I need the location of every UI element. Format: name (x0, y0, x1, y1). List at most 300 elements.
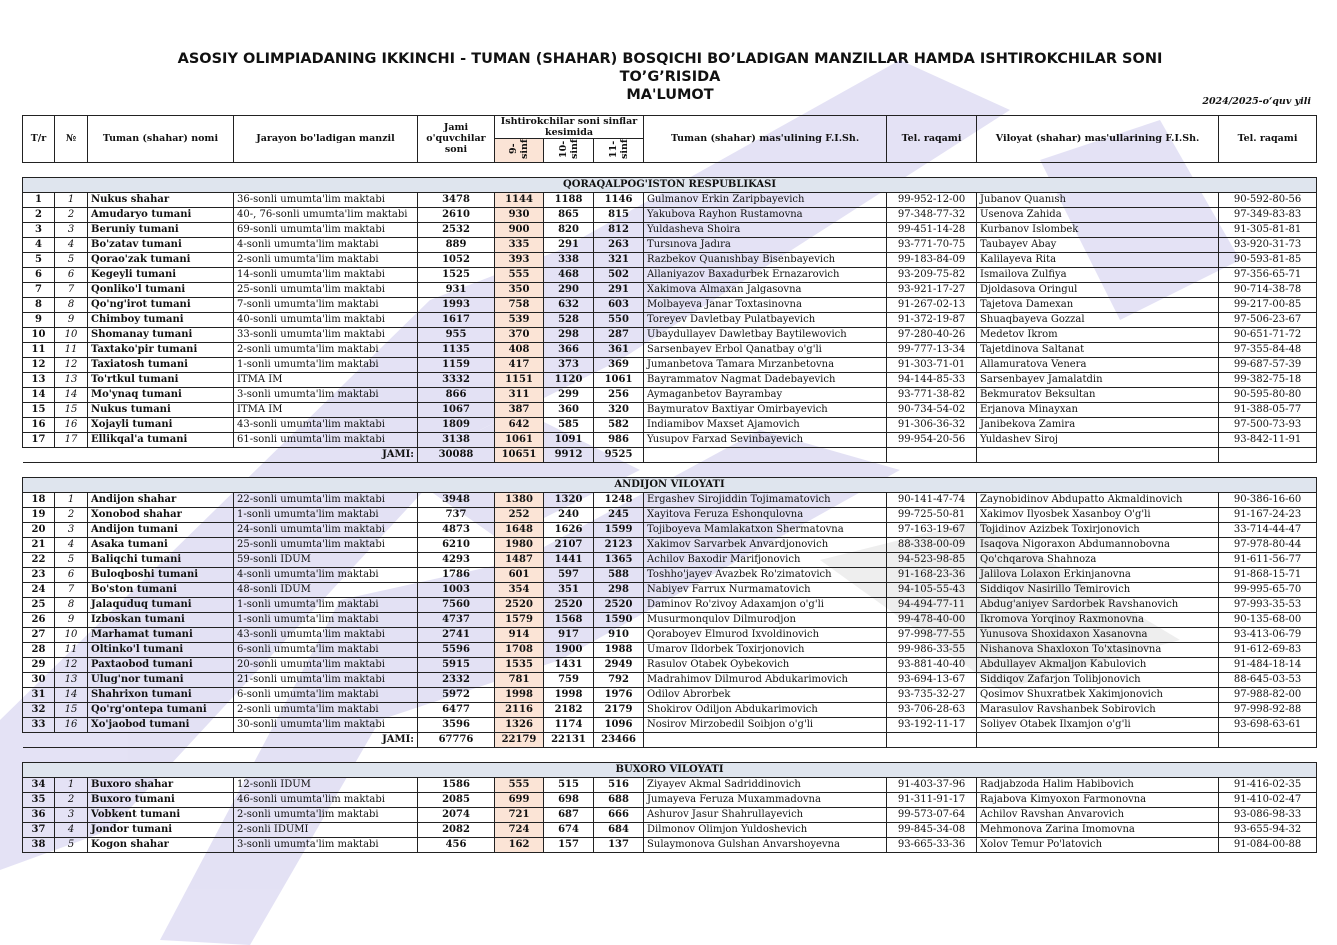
grade-10-count: 351 (544, 582, 594, 597)
empty-cell (1219, 447, 1317, 462)
district-name: Kegeyli tumani (88, 267, 234, 282)
header-grades-group: Ishtirokchilar soni sinflar kesimida (495, 116, 644, 139)
total-students: 1786 (418, 567, 495, 582)
grade-9-count: 781 (495, 672, 544, 687)
responsible-name: Daminov Ro'zivoy Adaxamjon o'g'li (644, 597, 887, 612)
regional-phone: 97-349-83-83 (1219, 207, 1317, 222)
header-grade-10: 10-sinf (544, 139, 594, 163)
responsible-name: Indiamibov Maxset Ajamovich (644, 417, 887, 432)
table-row (23, 267, 1317, 282)
total-students: 2610 (418, 207, 495, 222)
grade-10-count: 632 (544, 297, 594, 312)
grade-10-count: 759 (544, 672, 594, 687)
table-row (23, 192, 1317, 207)
table-row (23, 207, 1317, 222)
total-students: 2532 (418, 222, 495, 237)
address: 2-sonli umumta'lim maktabi (234, 252, 418, 267)
grade-10-count: 1626 (544, 522, 594, 537)
responsible-name: Ergashev Sirojiddin Tojimamatovich (644, 492, 887, 507)
responsible-name: Jumanbetova Tamara Mırzanbetovna (644, 357, 887, 372)
responsible-phone: 93-192-11-17 (887, 717, 977, 732)
regional-name: Taubayev Abay (977, 237, 1219, 252)
grade-11-count: 369 (594, 357, 644, 372)
address: 3-sonli umumta'lim maktabi (234, 837, 418, 852)
total-students: 1052 (418, 252, 495, 267)
empty-cell (887, 447, 977, 462)
total-students: 5972 (418, 687, 495, 702)
responsible-name: Toreyev Davletbay Pulatbayevich (644, 312, 887, 327)
row-number: 2 (55, 507, 88, 522)
grade-11-count: 298 (594, 582, 644, 597)
grade-10-count: 820 (544, 222, 594, 237)
district-name: Xonobod shahar (88, 507, 234, 522)
responsible-name: Umarov Ildorbek Toxirjonovich (644, 642, 887, 657)
grade-9-count: 721 (495, 807, 544, 822)
regional-phone: 91-484-18-14 (1219, 657, 1317, 672)
grade-11-count: 1976 (594, 687, 644, 702)
grade-10-count: 1998 (544, 687, 594, 702)
grade-11-count: 815 (594, 207, 644, 222)
total-students: 866 (418, 387, 495, 402)
regional-name: Qo'chqarova Shahnoza (977, 552, 1219, 567)
empty-cell (644, 732, 887, 747)
table-row (23, 657, 1317, 672)
header-phone: Tel. raqami (887, 116, 977, 163)
grade-9-count: 417 (495, 357, 544, 372)
grade-11-count: 2949 (594, 657, 644, 672)
row-number: 11 (55, 642, 88, 657)
responsible-name: Tursınova Jadıra (644, 237, 887, 252)
grade-11-count: 688 (594, 792, 644, 807)
grade-11-count: 1248 (594, 492, 644, 507)
responsible-phone: 93-209-75-82 (887, 267, 977, 282)
row-number: 5 (55, 552, 88, 567)
district-name: To'rtkul tumani (88, 372, 234, 387)
responsible-name: Sarsenbayev Erbol Qanatbay o'g'li (644, 342, 887, 357)
row-number: 16 (55, 717, 88, 732)
header-phone-2: Tel. raqami (1219, 116, 1317, 163)
district-name: Chimboy tumani (88, 312, 234, 327)
responsible-name: Allaniyazov Baxadurbek Ernazarovich (644, 267, 887, 282)
grade-9-count: 699 (495, 792, 544, 807)
address: 33-sonli umumta'lim maktabi (234, 327, 418, 342)
table-body (23, 162, 1317, 852)
grade-9-count: 1998 (495, 687, 544, 702)
row-number: 6 (55, 567, 88, 582)
responsible-name: Bayrammatov Nagmat Dadebayevich (644, 372, 887, 387)
row-number: 5 (55, 252, 88, 267)
grade-9-count: 900 (495, 222, 544, 237)
grade-10-count: 585 (544, 417, 594, 432)
row-number: 8 (55, 597, 88, 612)
grade-10-count: 1441 (544, 552, 594, 567)
district-name: Asaka tumani (88, 537, 234, 552)
grade-10-count: 1174 (544, 717, 594, 732)
row-index: 11 (23, 342, 55, 357)
row-index: 7 (23, 282, 55, 297)
grade-9-count: 1151 (495, 372, 544, 387)
address: ITMA IM (234, 402, 418, 417)
address: 6-sonli umumta'lim maktabi (234, 687, 418, 702)
responsible-name: Ashurov Jasur Shahrullayevich (644, 807, 887, 822)
row-index: 18 (23, 492, 55, 507)
table-row (23, 807, 1317, 822)
row-index: 31 (23, 687, 55, 702)
total-all: 67776 (418, 732, 495, 747)
regional-name: Yuldashev Siroj (977, 432, 1219, 447)
grade-10-count: 366 (544, 342, 594, 357)
regional-phone: 91-611-56-77 (1219, 552, 1317, 567)
grade-9-count: 1708 (495, 642, 544, 657)
grade-10-count: 1188 (544, 192, 594, 207)
header-address: Jarayon bo'ladigan manzil (234, 116, 418, 163)
responsible-name: Gulmanov Erkin Zaripbayevich (644, 192, 887, 207)
regional-phone: 93-920-31-73 (1219, 237, 1317, 252)
regional-phone: 91-305-81-81 (1219, 222, 1317, 237)
table-row (23, 642, 1317, 657)
regional-name: Kurbanov Islombek (977, 222, 1219, 237)
row-index: 3 (23, 222, 55, 237)
grade-10-count: 2182 (544, 702, 594, 717)
header-responsible: Tuman (shahar) mas'ulining F.I.Sh. (644, 116, 887, 163)
responsible-phone: 94-494-77-11 (887, 597, 977, 612)
total-students: 737 (418, 507, 495, 522)
grade-9-count: 555 (495, 777, 544, 792)
grade-9-count: 393 (495, 252, 544, 267)
row-index: 13 (23, 372, 55, 387)
header-grade-11: 11-sinf (594, 139, 644, 163)
spacer-row (23, 462, 1317, 477)
regional-name: Abdullayev Akmaljon Kabulovich (977, 657, 1219, 672)
regional-name: Kalilayeva Rita (977, 252, 1219, 267)
grade-10-count: 1320 (544, 492, 594, 507)
row-number: 4 (55, 822, 88, 837)
total-students: 3332 (418, 372, 495, 387)
table-row (23, 627, 1317, 642)
district-name: Xojayli tumani (88, 417, 234, 432)
row-number: 10 (55, 327, 88, 342)
responsible-name: Odilov Abrorbek (644, 687, 887, 702)
grade-9-count: 1648 (495, 522, 544, 537)
spacer-row (23, 747, 1317, 762)
grade-11-count: 1988 (594, 642, 644, 657)
total-students: 7560 (418, 597, 495, 612)
row-index: 20 (23, 522, 55, 537)
regional-phone: 97-988-82-00 (1219, 687, 1317, 702)
regional-phone: 91-868-15-71 (1219, 567, 1317, 582)
table-row (23, 402, 1317, 417)
responsible-name: Ziyayev Akmal Sadriddinovich (644, 777, 887, 792)
table-row (23, 552, 1317, 567)
document-title (140, 50, 1200, 104)
responsible-name: Aymaganbetov Bayrambay (644, 387, 887, 402)
address: 59-sonli IDUM (234, 552, 418, 567)
grade-9-count: 758 (495, 297, 544, 312)
regional-phone: 91-388-05-77 (1219, 402, 1317, 417)
row-number: 14 (55, 687, 88, 702)
grade-9-count: 162 (495, 837, 544, 852)
responsible-name: Xakimov Sarvarbek Anvardjonovich (644, 537, 887, 552)
grade-11-count: 1061 (594, 372, 644, 387)
total-row (23, 732, 1317, 747)
empty-cell (887, 732, 977, 747)
address: 20-sonli umumta'lim maktabi (234, 657, 418, 672)
section-title: QORAQALPOG'ISTON RESPUBLIKASI (23, 177, 1317, 192)
district-name: Amudaryo tumani (88, 207, 234, 222)
regional-name: Siddiqov Nasirillo Temirovich (977, 582, 1219, 597)
total-students: 5915 (418, 657, 495, 672)
table-row (23, 282, 1317, 297)
address: 2-sonli umumta'lim maktabi (234, 702, 418, 717)
regional-name: Xakimov Ilyosbek Xasanboy O'g'li (977, 507, 1219, 522)
responsible-name: Baymuratov Baxtiyar Omirbayevich (644, 402, 887, 417)
grade-9-count: 1980 (495, 537, 544, 552)
row-index: 22 (23, 552, 55, 567)
table-row (23, 597, 1317, 612)
district-name: Taxtako'pir tumani (88, 342, 234, 357)
total-students: 1159 (418, 357, 495, 372)
grade-11-count: 1599 (594, 522, 644, 537)
address: 1-sonli umumta'lim maktabi (234, 507, 418, 522)
grade-11-count: 986 (594, 432, 644, 447)
regional-name: Marasulov Ravshanbek Sobirovich (977, 702, 1219, 717)
table-row (23, 567, 1317, 582)
section-header (23, 762, 1317, 777)
responsible-name: Yakubova Rayhon Rustamovna (644, 207, 887, 222)
grade-9-count: 370 (495, 327, 544, 342)
empty-cell (644, 447, 887, 462)
table-row (23, 312, 1317, 327)
grade-11-count: 550 (594, 312, 644, 327)
academic-year: 2024/2025-o‘quv yili (1202, 96, 1311, 107)
responsible-name: Yusupov Farxad Sevinbayevich (644, 432, 887, 447)
grade-9-count: 408 (495, 342, 544, 357)
regional-phone: 33-714-44-47 (1219, 522, 1317, 537)
empty-cell (1219, 732, 1317, 747)
responsible-phone: 99-451-14-28 (887, 222, 977, 237)
olympiad-table (22, 115, 1317, 853)
grade-10-count: 1900 (544, 642, 594, 657)
total-row (23, 447, 1317, 462)
responsible-phone: 93-706-28-63 (887, 702, 977, 717)
grade-9-count: 311 (495, 387, 544, 402)
row-number: 12 (55, 657, 88, 672)
responsible-phone: 93-881-40-40 (887, 657, 977, 672)
district-name: Mo'ynaq tumani (88, 387, 234, 402)
regional-phone: 90-593-81-85 (1219, 252, 1317, 267)
row-number: 5 (55, 837, 88, 852)
district-name: Andijon shahar (88, 492, 234, 507)
total-students: 2741 (418, 627, 495, 642)
grade-11-count: 2123 (594, 537, 644, 552)
grade-11-count: 1096 (594, 717, 644, 732)
address: 21-sonli umumta'lim maktabi (234, 672, 418, 687)
district-name: Paxtaobod tumani (88, 657, 234, 672)
address: 40-sonli umumta'lim maktabi (234, 312, 418, 327)
section-header (23, 177, 1317, 192)
grade-11-count: 137 (594, 837, 644, 852)
address: 48-sonli IDUM (234, 582, 418, 597)
row-number: 9 (55, 612, 88, 627)
responsible-name: Xayitova Feruza Eshonqulovna (644, 507, 887, 522)
header-tr: T/r (23, 116, 55, 163)
regional-name: Isaqova Nigoraxon Abdumannobovna (977, 537, 1219, 552)
responsible-name: Ubaydullayev Dawletbay Baytilewovich (644, 327, 887, 342)
table-row (23, 417, 1317, 432)
section-header (23, 477, 1317, 492)
regional-phone: 97-356-65-71 (1219, 267, 1317, 282)
row-index: 6 (23, 267, 55, 282)
responsible-phone: 99-183-84-09 (887, 252, 977, 267)
total-students: 4737 (418, 612, 495, 627)
address: 1-sonli umumta'lim maktabi (234, 612, 418, 627)
regional-phone: 90-386-16-60 (1219, 492, 1317, 507)
row-number: 13 (55, 672, 88, 687)
row-index: 2 (23, 207, 55, 222)
row-index: 30 (23, 672, 55, 687)
grade-11-count: 582 (594, 417, 644, 432)
address: 7-sonli umumta'lim maktabi (234, 297, 418, 312)
regional-name: Usenova Zahida (977, 207, 1219, 222)
responsible-name: Razbekov Quanıshbay Bisenbayevich (644, 252, 887, 267)
grade-9-count: 387 (495, 402, 544, 417)
regional-phone: 93-842-11-91 (1219, 432, 1317, 447)
responsible-phone: 97-280-40-26 (887, 327, 977, 342)
responsible-name: Nosirov Mirzobedil Soibjon o'g'li (644, 717, 887, 732)
responsible-phone: 91-306-36-32 (887, 417, 977, 432)
grade-9-count: 1487 (495, 552, 544, 567)
grade-11-count: 256 (594, 387, 644, 402)
total-students: 4293 (418, 552, 495, 567)
district-name: Izboskan tumani (88, 612, 234, 627)
row-number: 1 (55, 492, 88, 507)
regional-phone: 97-355-84-48 (1219, 342, 1317, 357)
responsible-phone: 91-372-19-87 (887, 312, 977, 327)
responsible-phone: 99-845-34-08 (887, 822, 977, 837)
total-students: 1067 (418, 402, 495, 417)
table-row (23, 822, 1317, 837)
responsible-phone: 93-735-32-27 (887, 687, 977, 702)
table-row (23, 372, 1317, 387)
responsible-phone: 91-267-02-13 (887, 297, 977, 312)
row-number: 7 (55, 282, 88, 297)
total-students: 2074 (418, 807, 495, 822)
responsible-phone: 97-998-77-55 (887, 627, 977, 642)
total-students: 1809 (418, 417, 495, 432)
district-name: Ulug'nor tumani (88, 672, 234, 687)
responsible-phone: 94-105-55-43 (887, 582, 977, 597)
grade-10-count: 528 (544, 312, 594, 327)
row-index: 1 (23, 192, 55, 207)
regional-name: Tajetova Damexan (977, 297, 1219, 312)
responsible-phone: 94-523-98-85 (887, 552, 977, 567)
district-name: Bo'zatav tumani (88, 237, 234, 252)
regional-phone: 93-086-98-33 (1219, 807, 1317, 822)
grade-11-count: 245 (594, 507, 644, 522)
address: 40-, 76-sonli umumta'lim maktabi (234, 207, 418, 222)
empty-cell (977, 447, 1219, 462)
row-index: 38 (23, 837, 55, 852)
section-title: ANDIJON VILOYATI (23, 477, 1317, 492)
total-students: 3138 (418, 432, 495, 447)
header-district: Tuman (shahar) nomi (88, 116, 234, 163)
regional-name: Janibekova Zamira (977, 417, 1219, 432)
grade-9-count: 601 (495, 567, 544, 582)
total-students: 4873 (418, 522, 495, 537)
row-index: 34 (23, 777, 55, 792)
district-name: Buxoro tumani (88, 792, 234, 807)
regional-phone: 93-413-06-79 (1219, 627, 1317, 642)
row-number: 2 (55, 792, 88, 807)
grade-11-count: 684 (594, 822, 644, 837)
responsible-name: Sulaymonova Gulshan Anvarshoyevna (644, 837, 887, 852)
total-students: 889 (418, 237, 495, 252)
row-number: 4 (55, 537, 88, 552)
responsible-phone: 93-694-13-67 (887, 672, 977, 687)
responsible-name: Qoraboyev Elmurod Ixvoldinovich (644, 627, 887, 642)
district-name: Jalaquduq tumani (88, 597, 234, 612)
row-number: 3 (55, 222, 88, 237)
grade-10-count: 157 (544, 837, 594, 852)
row-index: 14 (23, 387, 55, 402)
grade-10-count: 338 (544, 252, 594, 267)
row-index: 37 (23, 822, 55, 837)
empty-cell (977, 732, 1219, 747)
responsible-name: Xakimova Almaxan Jalgasovna (644, 282, 887, 297)
grade-10-count: 865 (544, 207, 594, 222)
row-index: 26 (23, 612, 55, 627)
district-name: Kogon shahar (88, 837, 234, 852)
grade-9-count: 1144 (495, 192, 544, 207)
address: 43-sonli umumta'lim maktabi (234, 417, 418, 432)
total-students: 1617 (418, 312, 495, 327)
grade-10-count: 468 (544, 267, 594, 282)
responsible-name: Toshho'jayev Avazbek Ro'zimatovich (644, 567, 887, 582)
total-students: 456 (418, 837, 495, 852)
row-index: 5 (23, 252, 55, 267)
regional-name: Shuaqbayeva Gozzal (977, 312, 1219, 327)
responsible-phone: 90-734-54-02 (887, 402, 977, 417)
address: 61-sonli umumta'lim maktabi (234, 432, 418, 447)
regional-phone: 93-655-94-32 (1219, 822, 1317, 837)
regional-name: Abdug'aniyev Sardorbek Ravshanovich (977, 597, 1219, 612)
table-row (23, 582, 1317, 597)
grade-10-count: 917 (544, 627, 594, 642)
total-grade-11: 9525 (594, 447, 644, 462)
row-number: 15 (55, 702, 88, 717)
district-name: Xo'jaobod tumani (88, 717, 234, 732)
district-name: Qorao'zak tumani (88, 252, 234, 267)
regional-name: Djoldasova Oringul (977, 282, 1219, 297)
grade-9-count: 642 (495, 417, 544, 432)
table-row (23, 612, 1317, 627)
row-index: 33 (23, 717, 55, 732)
address: 12-sonli IDUM (234, 777, 418, 792)
responsible-phone: 90-141-47-74 (887, 492, 977, 507)
table-row (23, 687, 1317, 702)
grade-10-count: 299 (544, 387, 594, 402)
responsible-phone: 91-168-23-36 (887, 567, 977, 582)
district-name: Nukus shahar (88, 192, 234, 207)
regional-phone: 91-612-69-83 (1219, 642, 1317, 657)
grade-11-count: 263 (594, 237, 644, 252)
row-index: 29 (23, 657, 55, 672)
grade-10-count: 373 (544, 357, 594, 372)
row-index: 17 (23, 432, 55, 447)
row-number: 15 (55, 402, 88, 417)
responsible-phone: 99-777-13-34 (887, 342, 977, 357)
grade-10-count: 1120 (544, 372, 594, 387)
